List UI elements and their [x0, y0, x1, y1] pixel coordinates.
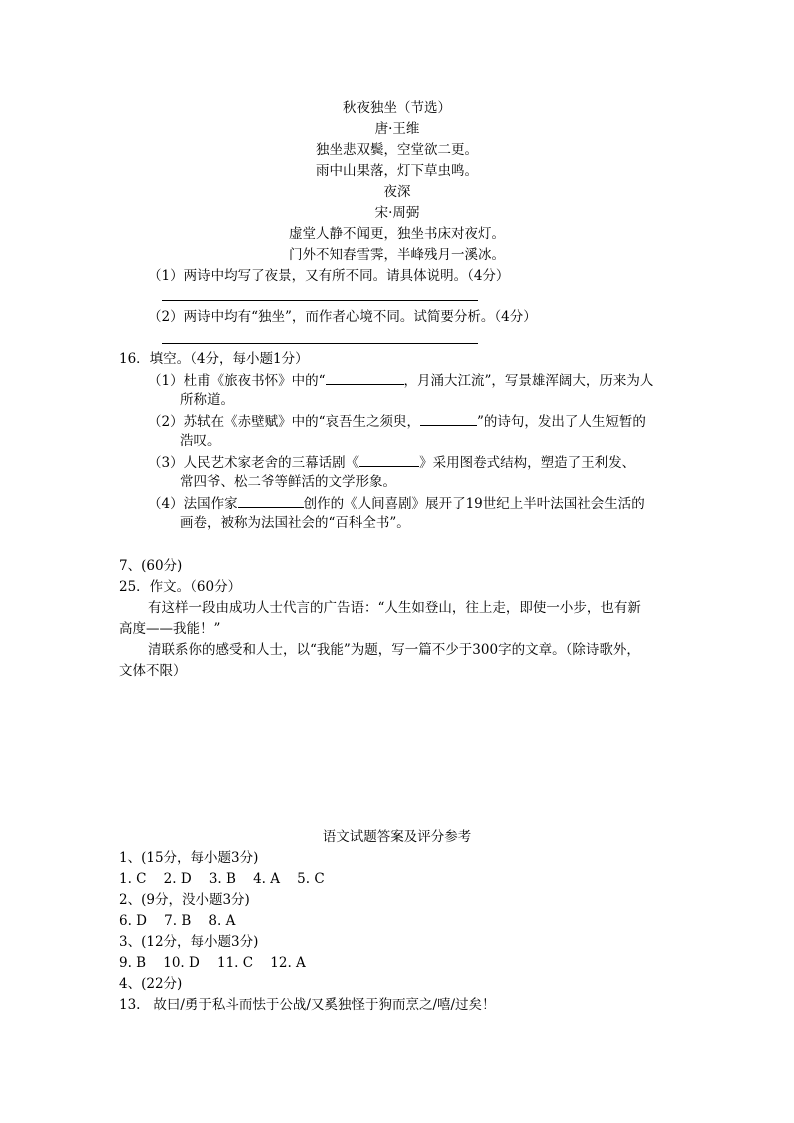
q16-blank-4[interactable] — [238, 493, 304, 508]
poem2-line-2: 门外不知春雪霁，半峰残月一溪冰。 — [289, 247, 505, 263]
q15-answer-line-2 — [162, 343, 478, 344]
q16-item-4-text-b: 创作的《人间喜剧》展开了19世纪上半叶法国社会生活的 — [303, 496, 645, 512]
q16-item-1-cont: 所称道。 — [180, 392, 234, 408]
q16-item-2-text-a: （2）苏轼在《赤壁赋》中的“哀吾生之须臾， — [148, 414, 420, 430]
answers-line-2: 1. C 2. D 3. B 4. A 5. C — [119, 871, 325, 887]
q25-prompt-line-2: 高度——我能！” — [119, 621, 221, 637]
q16-item-2-text-b: ”的诗句，发出了人生短暂的 — [477, 414, 646, 430]
q16-item-3 — [148, 452, 635, 474]
q16-item-2 — [148, 411, 646, 433]
poem2-author: 宋·周弼 — [374, 205, 420, 221]
q16-item-4 — [148, 493, 645, 515]
q16-item-3-cont: 常四爷、松二爷等鲜活的文学形象。 — [180, 474, 396, 490]
q16-item-1-text-b: ，月涌大江流”，写景雄浑阔大，历来为人 — [403, 373, 654, 389]
q16-blank-1[interactable] — [326, 370, 404, 385]
answers-title: 语文试题答案及评分参考 — [322, 829, 472, 845]
answers-line-3: 2、(9分，没小题3分) — [119, 892, 250, 908]
section-7-heading: 7、(60分) — [119, 558, 183, 574]
q15-sub1: （1）两诗中均写了夜景，又有所不同。请具体说明。（4分） — [148, 268, 510, 284]
q16-item-1 — [148, 370, 653, 392]
answers-line-6: 9. B 10. D 11. C 12. A — [119, 955, 306, 971]
answers-line-5: 3、(12分，每小题3分) — [119, 934, 259, 950]
q16-blank-3[interactable] — [359, 452, 419, 467]
answers-line-1: 1、(15分，每小题3分) — [119, 850, 259, 866]
q25-instruction-line-1: 清联系你的感受和人士，以“我能”为题，写一篇不少于300字的文章。（除诗歌外， — [148, 642, 640, 658]
q25-title: 25．作文。（60分） — [119, 579, 242, 595]
q16-blank-2[interactable] — [420, 411, 477, 426]
q15-answer-line-1 — [162, 300, 478, 301]
poem2-title: 夜深 — [383, 184, 411, 200]
poem1-author: 唐·王维 — [374, 121, 420, 137]
answers-line-8: 13. 故曰/勇于私斗而怯于公战/又奚独怪于狗而烹之/嘻/过矣！ — [119, 997, 496, 1013]
answers-line-7: 4、(22分) — [119, 976, 183, 992]
poem2-line-1: 虚堂人静不闻更，独坐书床对夜灯。 — [289, 226, 505, 242]
q16-item-3-text-b: 》采用图卷式结构，塑造了王利发、 — [419, 455, 636, 471]
q15-sub2: （2）两诗中均有“独坐”，而作者心境不同。试简要分析。（4分） — [148, 309, 537, 325]
q25-instruction-line-2: 文体不限） — [119, 663, 187, 679]
q16-item-4-cont: 画卷，被称为法国社会的“百科全书”。 — [180, 515, 410, 531]
poem1-line-1: 独坐悲双鬓，空堂欲二更。 — [316, 142, 478, 158]
poem1-line-2: 雨中山果落，灯下草虫鸣。 — [316, 163, 478, 179]
q16-item-2-cont: 浩叹。 — [180, 433, 221, 449]
q16-item-3-text-a: （3）人民艺术家老舍的三幕话剧《 — [148, 455, 360, 471]
q16-title: 16．填空。（4分，每小题1分） — [119, 351, 309, 367]
answers-line-4: 6. D 7. B 8. A — [119, 913, 236, 929]
q16-item-1-text-a: （1）杜甫《旅夜书怀》中的“ — [148, 373, 326, 389]
q16-item-4-text-a: （4）法国作家 — [148, 496, 238, 512]
q25-prompt-line-1: 有这样一段由成功人士代言的广告语：“人生如登山，往上走，即使一小步，也有新 — [148, 600, 641, 616]
poem1-title: 秋夜独坐（节选） — [343, 100, 451, 116]
